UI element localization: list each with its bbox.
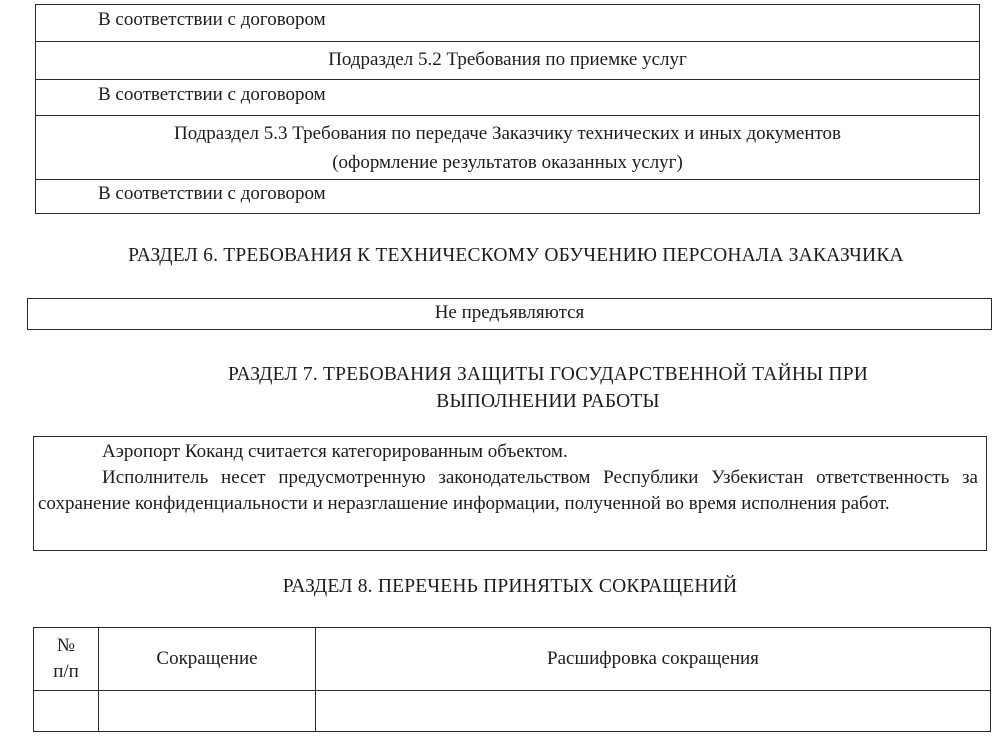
subsection-5-2-title bbox=[36, 41, 979, 79]
row-text: (оформление результатов оказанных услуг) bbox=[332, 152, 683, 173]
section6-box bbox=[27, 298, 992, 330]
section6-body: Не предъявляются bbox=[434, 302, 585, 323]
section7-heading-line2: ВЫПОЛНЕНИИ РАБОТЫ bbox=[436, 391, 660, 412]
abbreviations-table bbox=[33, 627, 991, 732]
section7-heading-line1: РАЗДЕЛ 7. ТРЕБОВАНИЯ ЗАЩИТЫ ГОСУДАРСТВЕННОЙ ТАЙНЫ ПРИ bbox=[227, 364, 869, 385]
table-row bbox=[36, 5, 979, 41]
section7-box bbox=[33, 436, 987, 551]
row-text: Подраздел 5.2 Требования по приемке услуг bbox=[328, 49, 687, 70]
section7-heading bbox=[48, 361, 1000, 415]
table-row bbox=[36, 79, 979, 115]
section8-heading: РАЗДЕЛ 8. ПЕРЕЧЕНЬ ПРИНЯТЫХ СОКРАЩЕНИЙ bbox=[282, 576, 738, 597]
empty-cell bbox=[34, 691, 99, 732]
header-number-line1: № bbox=[56, 635, 76, 656]
section6-heading: РАЗДЕЛ 6. ТРЕБОВАНИЯ К ТЕХНИЧЕСКОМУ ОБУЧЕНИЮ ПЕРСОНАЛА ЗАКАЗЧИКА bbox=[128, 245, 904, 266]
empty-cell bbox=[316, 691, 991, 732]
row-text: В соответствии с договором bbox=[98, 9, 326, 30]
table-row bbox=[36, 179, 979, 213]
empty-cell bbox=[99, 691, 316, 732]
row-text: Подраздел 5.3 Требования по передаче Заказчику технических и иных документов bbox=[173, 123, 842, 144]
section7-para2: Исполнитель несет предусмотренную законодательством Республики Узбекистан ответственность за сохранение конфиденциальности и неразглашение информации, полученной во время исполнения работ. bbox=[38, 467, 978, 514]
subsection-5-3-title bbox=[36, 115, 979, 179]
header-number bbox=[34, 628, 99, 691]
section5-table bbox=[35, 4, 980, 214]
header-number-line2: п/п bbox=[53, 661, 79, 682]
row-text: В соответствии с договором bbox=[98, 183, 326, 204]
section7-para1: Аэропорт Коканд считается категорированным объектом. bbox=[102, 441, 568, 462]
header-description: Расшифровка сокращения bbox=[316, 628, 991, 691]
table-row bbox=[34, 691, 991, 732]
row-text: В соответствии с договором bbox=[98, 84, 326, 105]
header-abbreviation: Сокращение bbox=[99, 628, 316, 691]
table-header-row bbox=[34, 628, 991, 691]
